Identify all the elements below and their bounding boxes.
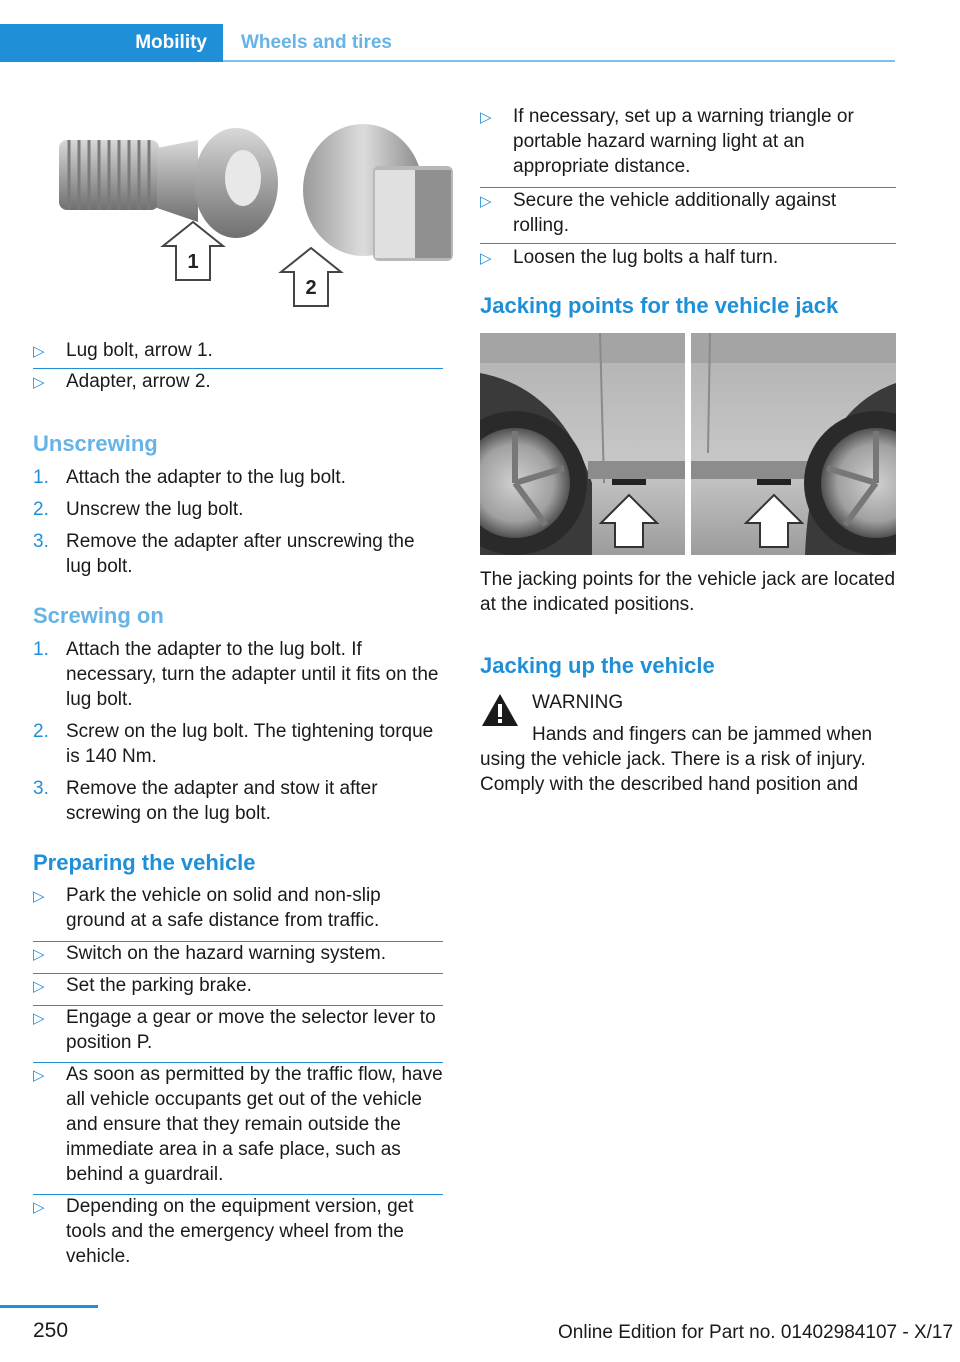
list-item: ▷ Engage a gear or move the selector lever to position P.: [33, 1007, 436, 1053]
list-item: ▷ Set the parking brake.: [33, 973, 443, 1005]
list-item: 2. Unscrew the lug bolt.: [33, 499, 244, 520]
warning-text: Hands and fingers can be jammed when using the vehicle jack. There is a risk of injury. Comply with the described hand position and: [480, 724, 873, 795]
bullet-triangle-icon: ▷: [480, 109, 492, 126]
edition-note: Online Edition for Part no. 01402984107 - X/17: [558, 1322, 954, 1343]
list-item: ▷ Lug bolt, arrow 1.: [33, 338, 443, 369]
adapter-shape: [303, 124, 453, 261]
screwing-steps: [33, 637, 443, 832]
bullet-triangle-icon: ▷: [33, 978, 45, 995]
divider: [33, 1005, 443, 1006]
bullet-triangle-icon: ▷: [33, 1010, 45, 1027]
list-item: ▷ Switch on the hazard warning system.: [33, 941, 443, 973]
list-item: 2. Screw on the lug bolt. The tightening torque is 140 Nm.: [33, 721, 434, 767]
list-item: 1. Attach the adapter to the lug bolt.: [33, 467, 346, 488]
divider: [33, 941, 443, 942]
divider: [480, 187, 896, 188]
list-item: ▷ Adapter, arrow 2.: [33, 369, 443, 400]
lug-bolt-adapter-illustration: [53, 118, 453, 308]
list-item: ▷ If necessary, set up a warning triangle or portable hazard warning light at an appropriate distance.: [480, 106, 854, 177]
list-item: ▷ Depending on the equipment version, get tools and the emergency wheel from the vehicle.: [33, 1196, 414, 1267]
jacking-points-text: The jacking points for the vehicle jack are located at the indicated positions.: [480, 569, 896, 615]
divider: [33, 973, 443, 974]
lug-bolt-shape: [59, 128, 278, 238]
tab-mobility[interactable]: Mobility: [0, 24, 223, 62]
divider: [33, 368, 443, 369]
car-right-panel: [691, 333, 896, 555]
list-item: ▷ Secure the vehicle additionally against rolling.: [480, 190, 837, 236]
bullet-triangle-icon: ▷: [33, 1199, 45, 1216]
heading-unscrewing: Unscrewing: [33, 431, 158, 456]
list-item: 3. Remove the adapter after unscrewing the lug bolt.: [33, 531, 415, 577]
bullet-triangle-icon: ▷: [33, 374, 45, 391]
list-item: 1. Attach the adapter to the lug bolt. If necessary, turn the adapter until it fits on the lug bolt.: [33, 639, 439, 710]
bullet-triangle-icon: ▷: [480, 193, 492, 210]
bullet-triangle-icon: ▷: [33, 888, 45, 905]
heading-jacking-up: Jacking up the vehicle: [480, 653, 715, 678]
warning-label: WARNING: [532, 692, 624, 713]
footer-rule: [0, 1305, 98, 1308]
list-item: 3. Remove the adapter and stow it after screwing on the lug bolt.: [33, 778, 378, 824]
heading-screwing-on: Screwing on: [33, 603, 164, 628]
bullet-triangle-icon: ▷: [480, 250, 492, 267]
tab-underline: [223, 60, 895, 62]
tab-wheels-and-tires[interactable]: Wheels and tires: [241, 32, 392, 53]
jacking-points-illustration: [480, 333, 896, 555]
bullet-triangle-icon: ▷: [33, 343, 45, 360]
header-tabs: [0, 24, 895, 62]
preparing-list-continued: [480, 104, 896, 277]
arrow-2-label: 2: [305, 277, 317, 299]
page-number: 250: [33, 1319, 69, 1342]
unscrewing-steps: [33, 465, 443, 585]
divider: [33, 1062, 443, 1063]
arrow-1-label: 1: [187, 251, 199, 273]
divider: [33, 1194, 443, 1195]
list-item: ▷ Park the vehicle on solid and non-slip ground at a safe distance from traffic.: [33, 885, 381, 931]
bullet-triangle-icon: ▷: [33, 946, 45, 963]
list-item: ▷ As soon as permitted by the traffic flow, have all vehicle occupants get out of the vehicle and ensure that they remain outside the immediate area in a safe place, such as behind a guardrail.: [33, 1064, 443, 1185]
list-item: ▷ Loosen the lug bolts a half turn.: [480, 245, 896, 277]
heading-jacking-points: Jacking points for the vehicle jack: [480, 293, 839, 318]
divider: [480, 243, 896, 244]
car-left-panel: [480, 333, 685, 555]
figure-legend-list: [33, 338, 443, 400]
heading-preparing-vehicle: Preparing the vehicle: [33, 850, 256, 875]
bullet-triangle-icon: ▷: [33, 1067, 45, 1084]
